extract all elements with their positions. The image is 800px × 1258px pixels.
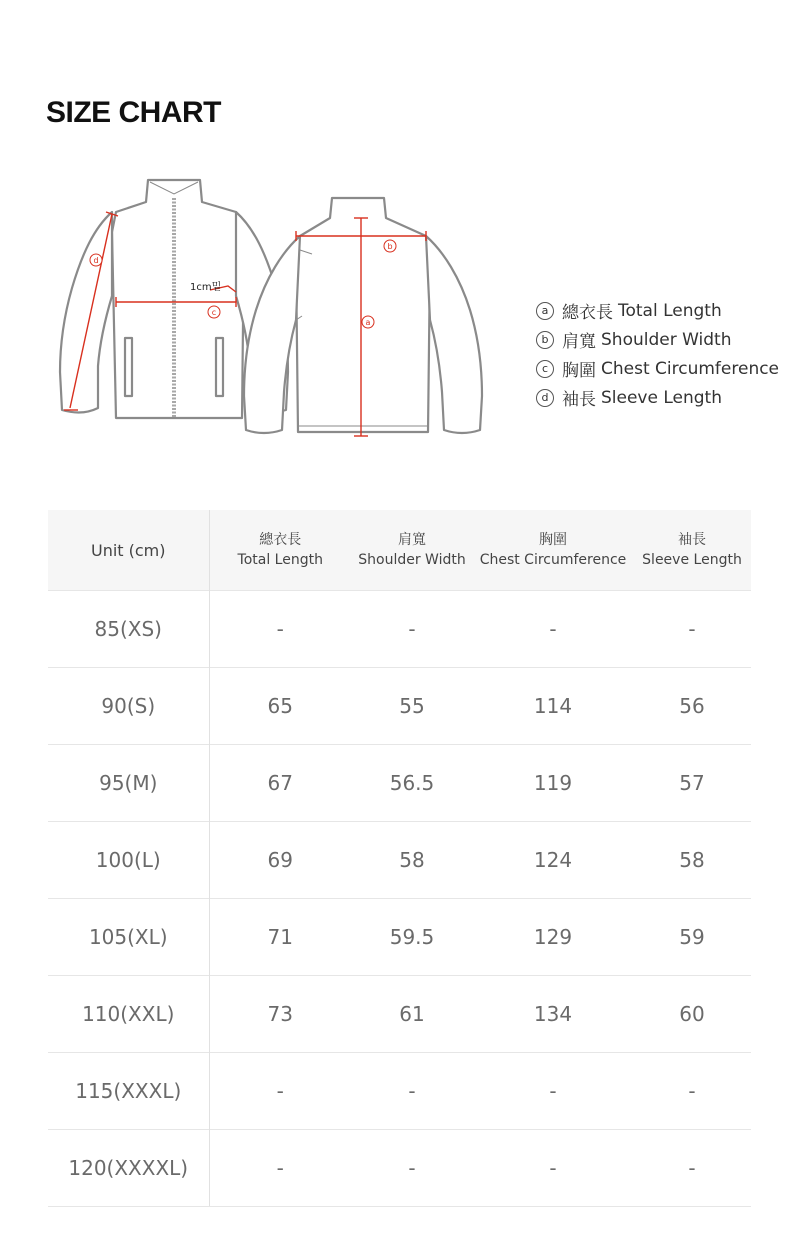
value-cell: -	[633, 591, 751, 668]
unit-header: Unit (cm)	[48, 510, 209, 591]
value-cell: 55	[351, 668, 473, 745]
column-header: 總衣長 Total Length	[209, 510, 351, 591]
value-cell: -	[633, 1053, 751, 1130]
marker-a: a	[365, 318, 371, 327]
table-row	[48, 745, 751, 822]
diagram-note: 1cm밑	[190, 282, 222, 293]
value-cell: -	[351, 1130, 473, 1207]
size-cell: 85(XS)	[48, 591, 209, 668]
legend-item-sleeve-length	[536, 383, 779, 412]
value-cell: 58	[351, 822, 473, 899]
size-cell: 105(XL)	[48, 899, 209, 976]
value-cell: -	[473, 1053, 633, 1130]
value-cell: 124	[473, 822, 633, 899]
table-header-row	[48, 510, 751, 591]
legend-label-cjk: 胸圍	[562, 361, 596, 381]
column-header: 肩寬 Shoulder Width	[351, 510, 473, 591]
size-cell: 100(L)	[48, 822, 209, 899]
value-cell: 67	[209, 745, 351, 822]
value-cell: -	[351, 1053, 473, 1130]
jacket-diagram	[50, 170, 490, 450]
size-cell: 110(XXL)	[48, 976, 209, 1053]
legend-item-chest-circumference	[536, 354, 779, 383]
value-cell: 56.5	[351, 745, 473, 822]
legend-label-cjk: 總衣長	[562, 303, 613, 323]
size-cell: 90(S)	[48, 668, 209, 745]
legend-label-cjk: 袖長	[562, 390, 596, 410]
table-row	[48, 668, 751, 745]
size-cell: 120(XXXXL)	[48, 1130, 209, 1207]
front-right-pocket	[216, 338, 223, 396]
column-header: 袖長 Sleeve Length	[633, 510, 751, 591]
table-row	[48, 591, 751, 668]
value-cell: 56	[633, 668, 751, 745]
legend-label-en: Chest Circumference	[601, 358, 780, 379]
value-cell: -	[209, 1130, 351, 1207]
value-cell: 119	[473, 745, 633, 822]
table-row	[48, 822, 751, 899]
back-right-sleeve	[426, 236, 482, 433]
front-left-pocket	[125, 338, 132, 396]
value-cell: 114	[473, 668, 633, 745]
legend-label-en: Total Length	[618, 300, 722, 321]
value-cell: -	[209, 1053, 351, 1130]
value-cell: -	[473, 1130, 633, 1207]
value-cell: -	[209, 591, 351, 668]
value-cell: -	[473, 591, 633, 668]
marker-d-icon: d	[536, 389, 554, 407]
table-row	[48, 1130, 751, 1207]
value-cell: 69	[209, 822, 351, 899]
value-cell: 73	[209, 976, 351, 1053]
size-table	[48, 510, 751, 1207]
legend-item-total-length	[536, 296, 779, 325]
column-header: 胸圍 Chest Circumference	[473, 510, 633, 591]
value-cell: 59	[633, 899, 751, 976]
back-jacket-body	[296, 198, 430, 432]
page-title: SIZE CHART	[46, 96, 221, 129]
marker-b-icon: b	[536, 331, 554, 349]
front-left-sleeve	[60, 212, 112, 412]
marker-a-icon: a	[536, 302, 554, 320]
legend-item-shoulder-width	[536, 325, 779, 354]
value-cell: 71	[209, 899, 351, 976]
legend-label-en: Shoulder Width	[601, 329, 732, 350]
legend-label-en: Sleeve Length	[601, 387, 722, 408]
measurement-legend	[536, 296, 779, 412]
table-row	[48, 899, 751, 976]
marker-c-icon: c	[536, 360, 554, 378]
marker-c: c	[211, 308, 217, 317]
marker-b: b	[387, 242, 393, 251]
value-cell: 65	[209, 668, 351, 745]
value-cell: -	[351, 591, 473, 668]
legend-label-cjk: 肩寬	[562, 332, 596, 352]
value-cell: -	[633, 1130, 751, 1207]
size-cell: 95(M)	[48, 745, 209, 822]
value-cell: 59.5	[351, 899, 473, 976]
table-row	[48, 976, 751, 1053]
value-cell: 60	[633, 976, 751, 1053]
value-cell: 129	[473, 899, 633, 976]
size-cell: 115(XXXL)	[48, 1053, 209, 1130]
table-row	[48, 1053, 751, 1130]
value-cell: 134	[473, 976, 633, 1053]
value-cell: 57	[633, 745, 751, 822]
value-cell: 58	[633, 822, 751, 899]
marker-d: d	[93, 256, 99, 265]
value-cell: 61	[351, 976, 473, 1053]
